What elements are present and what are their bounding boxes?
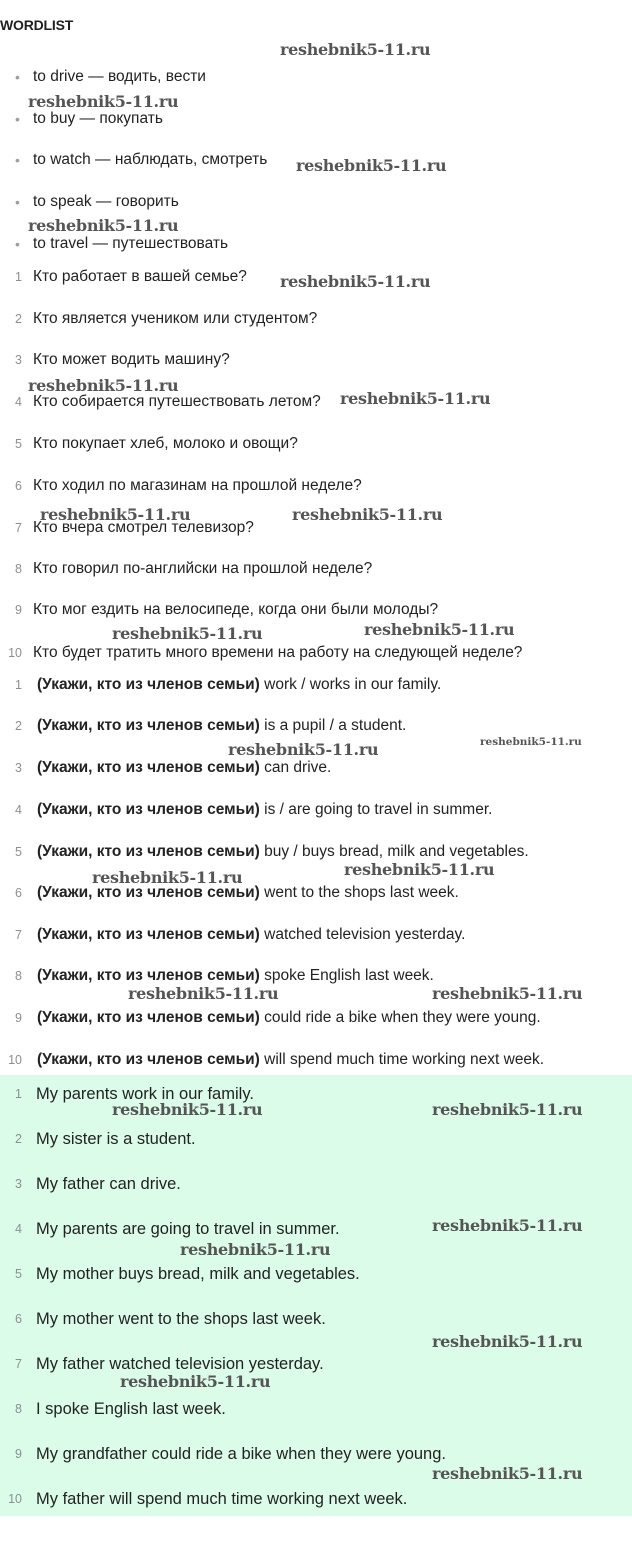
answer-text: My father watched television yesterday. [36, 1355, 324, 1373]
item-number: 7 [15, 1357, 22, 1371]
item-number: 10 [8, 1053, 22, 1067]
template-prefix: (Укажи, кто из членов семьи) [37, 676, 260, 693]
template-text [37, 923, 465, 947]
watermark: reshebnik5-11.ru [28, 216, 179, 235]
watermark: reshebnik5-11.ru [292, 505, 443, 524]
item-number: 5 [15, 1267, 22, 1281]
wordlist-text: to watch — наблюдать, смотреть [33, 151, 268, 168]
question-text: Кто говорил по-английски на прошлой неделе? [33, 560, 373, 577]
template-text [37, 714, 406, 738]
answers-panel [0, 1075, 632, 1516]
item-number: 7 [15, 521, 22, 535]
wordlist-text: to travel — путешествовать [33, 235, 229, 252]
item-number: 6 [15, 479, 22, 493]
template-prefix: (Укажи, кто из членов семьи) [37, 926, 260, 943]
item-number: 9 [15, 603, 22, 617]
watermark: reshebnik5-11.ru [432, 1100, 583, 1119]
watermark: reshebnik5-11.ru [296, 156, 447, 175]
item-number: 2 [15, 719, 22, 733]
template-text [37, 798, 492, 822]
watermark: reshebnik5-11.ru [120, 1372, 271, 1391]
answer-text: My sister is a student. [36, 1130, 196, 1148]
template-rest: spoke English last week. [259, 967, 434, 984]
answer-text: My mother buys bread, milk and vegetables. [36, 1265, 360, 1283]
answer-text: My grandfather could ride a bike when they were young. [36, 1445, 446, 1463]
watermark: reshebnik5-11.ru [180, 1240, 331, 1259]
watermark: reshebnik5-11.ru [28, 376, 179, 395]
item-number: 4 [15, 1222, 22, 1236]
item-number: 1 [15, 678, 22, 692]
template-rest: is a pupil / a student. [259, 717, 407, 734]
watermark: reshebnik5-11.ru [228, 740, 379, 759]
question-text: Кто может водить машину? [33, 351, 230, 368]
item-number: 10 [8, 646, 22, 660]
bullet-icon: • [15, 69, 20, 85]
bullet-icon: • [15, 111, 20, 127]
watermark: reshebnik5-11.ru [344, 860, 495, 879]
template-text [37, 964, 434, 988]
watermark: reshebnik5-11.ru [92, 868, 243, 887]
item-number: 10 [8, 1492, 22, 1506]
watermark: reshebnik5-11.ru [280, 272, 431, 291]
template-prefix: (Укажи, кто из членов семьи) [37, 801, 260, 818]
answer-text: My parents are going to travel in summer. [36, 1220, 340, 1238]
watermark: reshebnik5-11.ru [112, 1100, 263, 1119]
item-number: 9 [15, 1011, 22, 1025]
item-number: 3 [15, 353, 22, 367]
watermark: reshebnik5-11.ru [432, 984, 583, 1003]
item-number: 8 [15, 562, 22, 576]
question-text: Кто будет тратить много времени на работу на следующей неделе? [33, 644, 523, 661]
item-number: 2 [15, 1132, 22, 1146]
answer-text: My father will spend much time working next week. [36, 1490, 408, 1508]
template-text [37, 756, 331, 780]
watermark: reshebnik5-11.ru [480, 736, 582, 748]
template-prefix: (Укажи, кто из членов семьи) [37, 1051, 260, 1068]
item-number: 1 [15, 270, 22, 284]
item-number: 9 [15, 1447, 22, 1461]
template-prefix: (Укажи, кто из членов семьи) [37, 843, 260, 860]
item-number: 8 [15, 1402, 22, 1416]
watermark: reshebnik5-11.ru [432, 1464, 583, 1483]
watermark: reshebnik5-11.ru [28, 92, 179, 111]
item-number: 5 [15, 845, 22, 859]
answer-text: My father can drive. [36, 1175, 181, 1193]
item-number: 5 [15, 437, 22, 451]
template-text [37, 881, 459, 905]
question-text: Кто мог ездить на велосипеде, когда они были молоды? [33, 601, 439, 618]
bullet-icon: • [15, 236, 20, 252]
item-number: 2 [15, 312, 22, 326]
answer-text: I spoke English last week. [36, 1400, 226, 1418]
watermark: reshebnik5-11.ru [128, 984, 279, 1003]
watermark: reshebnik5-11.ru [40, 505, 191, 524]
answer-text: My parents work in our family. [36, 1085, 254, 1103]
item-number: 1 [15, 1087, 22, 1101]
question-text: Кто покупает хлеб, молоко и овощи? [33, 435, 298, 452]
watermark: reshebnik5-11.ru [112, 624, 263, 643]
item-number: 6 [15, 1312, 22, 1326]
template-prefix: (Укажи, кто из членов семьи) [37, 884, 260, 901]
template-rest: buy / buys bread, milk and vegetables. [259, 843, 529, 860]
item-number: 3 [15, 1177, 22, 1191]
page-title: WORDLIST [0, 17, 74, 33]
question-text: Кто ходил по магазинам на прошлой неделе? [33, 477, 362, 494]
answer-text: My mother went to the shops last week. [36, 1310, 326, 1328]
wordlist-text: to buy — покупать [33, 110, 163, 127]
question-text: Кто вчера смотрел телевизор? [33, 519, 254, 536]
question-text: Кто работает в вашей семье? [33, 268, 247, 285]
item-number: 4 [15, 803, 22, 817]
template-rest: watched television yesterday. [259, 926, 466, 943]
item-number: 4 [15, 395, 22, 409]
template-text [37, 1048, 544, 1072]
item-number: 7 [15, 928, 22, 942]
template-rest: went to the shops last week. [259, 884, 459, 901]
item-number: 6 [15, 886, 22, 900]
wordlist-text: to speak — говорить [33, 193, 179, 210]
template-rest: could ride a bike when they were young. [259, 1009, 541, 1026]
bullet-icon: • [15, 194, 20, 210]
bullet-icon: • [15, 152, 20, 168]
question-text: Кто собирается путешествовать летом? [33, 393, 321, 410]
template-rest: is / are going to travel in summer. [259, 801, 493, 818]
watermark: reshebnik5-11.ru [280, 40, 431, 59]
watermark: reshebnik5-11.ru [432, 1216, 583, 1235]
item-number: 3 [15, 761, 22, 775]
template-prefix: (Укажи, кто из членов семьи) [37, 967, 260, 984]
template-text [37, 1006, 541, 1030]
template-prefix: (Укажи, кто из членов семьи) [37, 717, 260, 734]
watermark: reshebnik5-11.ru [432, 1332, 583, 1351]
template-prefix: (Укажи, кто из членов семьи) [37, 759, 260, 776]
template-text [37, 673, 441, 697]
item-number: 8 [15, 969, 22, 983]
question-text: Кто является учеником или студентом? [33, 310, 318, 327]
template-rest: work / works in our family. [259, 676, 442, 693]
template-rest: can drive. [259, 759, 332, 776]
template-prefix: (Укажи, кто из членов семьи) [37, 1009, 260, 1026]
wordlist-text: to drive — водить, вести [33, 68, 206, 85]
template-text [37, 840, 529, 864]
template-rest: will spend much time working next week. [259, 1051, 545, 1068]
watermark: reshebnik5-11.ru [364, 620, 515, 639]
watermark: reshebnik5-11.ru [340, 389, 491, 408]
